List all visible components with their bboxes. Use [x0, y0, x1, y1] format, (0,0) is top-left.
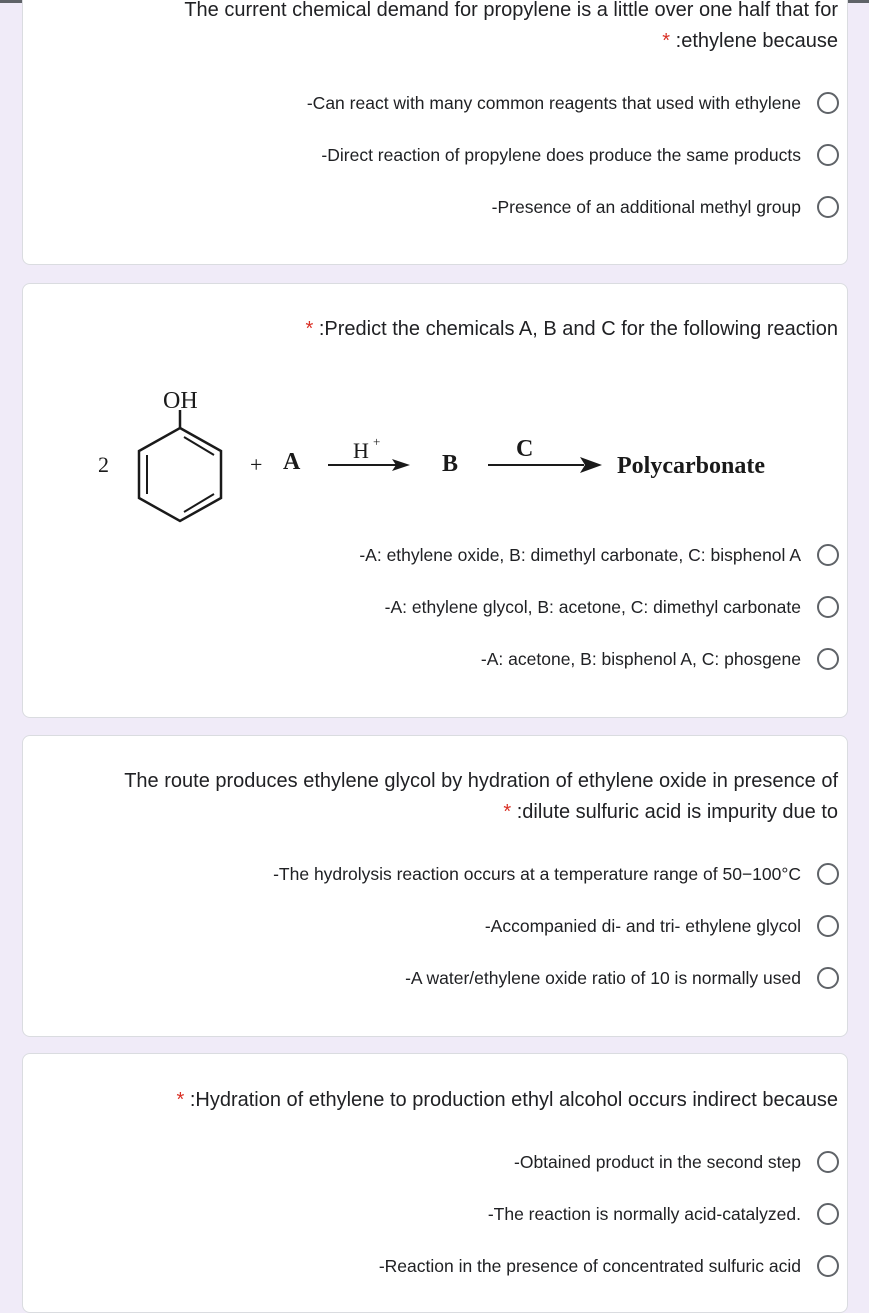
oh-label: OH — [163, 388, 198, 414]
plus-sign: + — [250, 452, 263, 477]
radio-button[interactable] — [817, 863, 839, 885]
radio-button[interactable] — [817, 544, 839, 566]
catalyst-label: H — [353, 438, 369, 463]
option-2-3[interactable] — [481, 646, 839, 672]
radio-button[interactable] — [817, 648, 839, 670]
question-3-line-1: The route produces ethylene glycol by hydration of ethylene oxide in presence of — [124, 770, 838, 792]
option-label: -A: ethylene oxide, B: dimethyl carbonate, C: bisphenol A — [359, 544, 801, 565]
option-3-2[interactable] — [485, 913, 839, 939]
coefficient-label: 2 — [98, 452, 109, 477]
option-label: -A: ethylene glycol, B: acetone, C: dimethyl carbonate — [384, 596, 801, 617]
reagent-c-label: C — [516, 436, 534, 462]
phenol-structure — [139, 410, 221, 521]
question-2-line-1: :Predict the chemicals A, B and C for the following reaction — [318, 318, 838, 340]
question-4-title — [176, 1085, 838, 1116]
radio-button[interactable] — [817, 915, 839, 937]
option-4-3[interactable] — [379, 1253, 839, 1279]
option-label: -Presence of an additional methyl group — [491, 196, 801, 217]
catalyst-charge: + — [373, 434, 381, 449]
option-3-3[interactable] — [405, 965, 839, 991]
option-label: -Reaction in the presence of concentrated sulfuric acid — [378, 1255, 801, 1276]
radio-button[interactable] — [817, 1203, 839, 1225]
radio-button[interactable] — [817, 596, 839, 618]
option-label: -Direct reaction of propylene does produce the same products — [321, 144, 801, 165]
radio-button[interactable] — [817, 1255, 839, 1277]
reagent-a-label: A — [283, 449, 301, 475]
required-asterisk: * — [305, 318, 314, 340]
option-label: -The hydrolysis reaction occurs at a temperature range of 50−100°C — [273, 863, 801, 884]
option-label: -The reaction is normally acid-catalyzed. — [487, 1203, 801, 1224]
option-4-1[interactable] — [514, 1149, 839, 1175]
question-4-line-1: :Hydration of ethylene to production ethyl alcohol occurs indirect because — [189, 1089, 838, 1111]
arrow-1 — [328, 459, 410, 471]
product-label: Polycarbonate — [617, 453, 765, 479]
question-3-title — [124, 766, 838, 828]
option-label: -A water/ethylene oxide ratio of 10 is normally used — [405, 967, 801, 988]
question-1-line-1: The current chemical demand for propylene is a little over one half that for — [184, 0, 838, 21]
required-asterisk: * — [503, 801, 512, 823]
option-label: -Accompanied di- and tri- ethylene glycol — [484, 915, 801, 936]
radio-button[interactable] — [817, 967, 839, 989]
question-3-line-2-text: :dilute sulfuric acid is impurity due to — [516, 801, 838, 823]
option-2-2[interactable] — [385, 594, 839, 620]
question-3-line-2 — [124, 797, 838, 828]
option-label: -A: acetone, B: bisphenol A, C: phosgene — [480, 648, 801, 669]
required-asterisk: * — [662, 30, 671, 52]
arrow-2 — [488, 457, 602, 473]
option-label: -Obtained product in the second step — [514, 1151, 801, 1172]
question-1-line-2-text: :ethylene because — [675, 30, 838, 52]
radio-button[interactable] — [817, 1151, 839, 1173]
option-label: -Can react with many common reagents that used with ethylene — [306, 92, 801, 113]
option-3-1[interactable] — [273, 861, 839, 887]
intermediate-b-label: B — [442, 451, 459, 477]
required-asterisk: * — [176, 1089, 185, 1111]
option-4-2[interactable] — [488, 1201, 839, 1227]
option-2-1[interactable] — [359, 542, 839, 568]
